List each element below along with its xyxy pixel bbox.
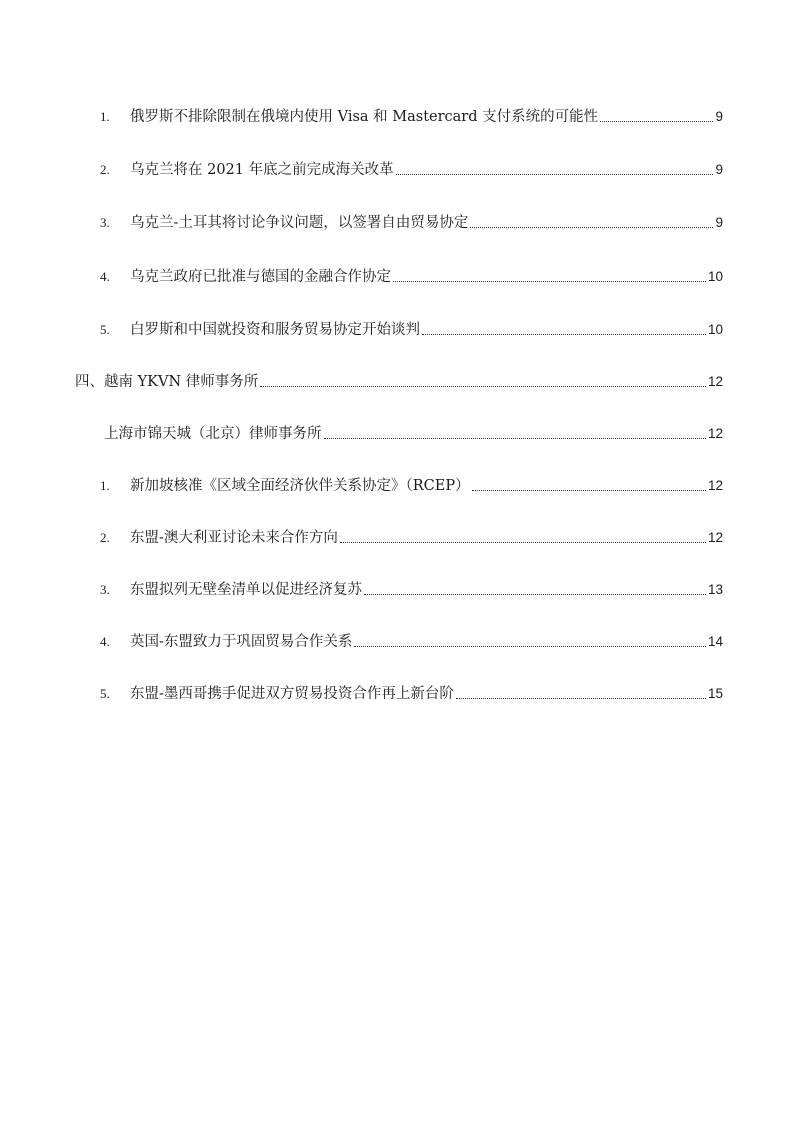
toc-entry-page: 9: [715, 215, 723, 230]
toc-entry-page: 9: [715, 109, 723, 124]
toc-entry[interactable]: [100, 629, 723, 651]
toc-section-title: 四、越南 YKVN 律师事务所: [75, 374, 259, 390]
toc-dot-leader: [600, 121, 713, 122]
toc-entry-page: 9: [715, 162, 723, 177]
toc-dot-leader: [340, 542, 706, 543]
toc-entry-page: 14: [707, 634, 723, 649]
toc-entry-title: 乌克兰政府已批准与德国的金融合作协定: [130, 269, 391, 285]
toc-dot-leader: [364, 594, 706, 595]
toc-entry[interactable]: [100, 210, 723, 232]
toc-entry[interactable]: [100, 577, 723, 599]
toc-entry-number: 3.: [100, 215, 110, 230]
toc-dot-leader: [324, 438, 706, 439]
toc-dot-leader: [354, 646, 706, 647]
toc-entry[interactable]: [100, 157, 723, 179]
toc-entry-title: 英国-东盟致力于巩固贸易合作关系: [130, 634, 353, 650]
toc-entry-title: 乌克兰-土耳其将讨论争议问题，以签署自由贸易协定: [130, 215, 469, 231]
toc-entry-title: 乌克兰将在 2021 年底之前完成海关改革: [130, 162, 394, 178]
toc-dot-leader: [260, 386, 706, 387]
toc-dot-leader: [472, 490, 706, 491]
toc-entry-page: 12: [707, 478, 723, 493]
toc-entry-page: 10: [707, 322, 723, 337]
toc-entry[interactable]: [100, 317, 723, 339]
toc-entry-page: 10: [707, 269, 723, 284]
toc-entry-page: 13: [707, 582, 723, 597]
toc-entry-title: 白罗斯和中国就投资和服务贸易协定开始谈判: [130, 322, 420, 338]
toc-entry-number: 5.: [100, 322, 110, 337]
toc-entry-number: 4.: [100, 634, 110, 649]
toc-subsection-title: 上海市锦天城（北京）律师事务所: [104, 426, 322, 442]
toc-entry-number: 5.: [100, 686, 110, 701]
toc-entry[interactable]: [100, 104, 723, 126]
toc-entry[interactable]: [100, 681, 723, 703]
toc-entry-number: 4.: [100, 269, 110, 284]
toc-entry-title: 东盟-澳大利亚讨论未来合作方向: [130, 530, 338, 546]
toc-subsection-entry[interactable]: [104, 421, 723, 443]
toc-dot-leader: [396, 174, 714, 175]
toc-entry-title: 俄罗斯不排除限制在俄境内使用 Visa 和 Mastercard 支付系统的可能性: [130, 109, 599, 125]
toc-entry-title: 东盟-墨西哥携手促进双方贸易投资合作再上新台阶: [130, 686, 454, 702]
toc-entry-page: 12: [707, 530, 723, 545]
toc-entry-number: 1.: [100, 478, 110, 493]
toc-section-entry[interactable]: [75, 369, 723, 391]
toc-entry[interactable]: [100, 525, 723, 547]
toc-entry[interactable]: [100, 264, 723, 286]
toc-dot-leader: [393, 281, 706, 282]
toc-entry[interactable]: [100, 473, 723, 495]
toc-dot-leader: [422, 334, 706, 335]
toc-entry-page: 12: [707, 426, 723, 441]
toc-entry-title: 东盟拟列无壁垒清单以促进经济复苏: [130, 582, 362, 598]
toc-entry-number: 3.: [100, 582, 110, 597]
toc-entry-number: 2.: [100, 162, 110, 177]
toc-entry-page: 12: [707, 374, 723, 389]
toc-dot-leader: [470, 227, 713, 228]
toc-entry-title: 新加坡核准《区域全面经济伙伴关系协定》（RCEP）: [130, 478, 470, 494]
toc-entry-number: 1.: [100, 109, 110, 124]
toc-dot-leader: [456, 698, 706, 699]
toc-entry-page: 15: [707, 686, 723, 701]
toc-entry-number: 2.: [100, 530, 110, 545]
